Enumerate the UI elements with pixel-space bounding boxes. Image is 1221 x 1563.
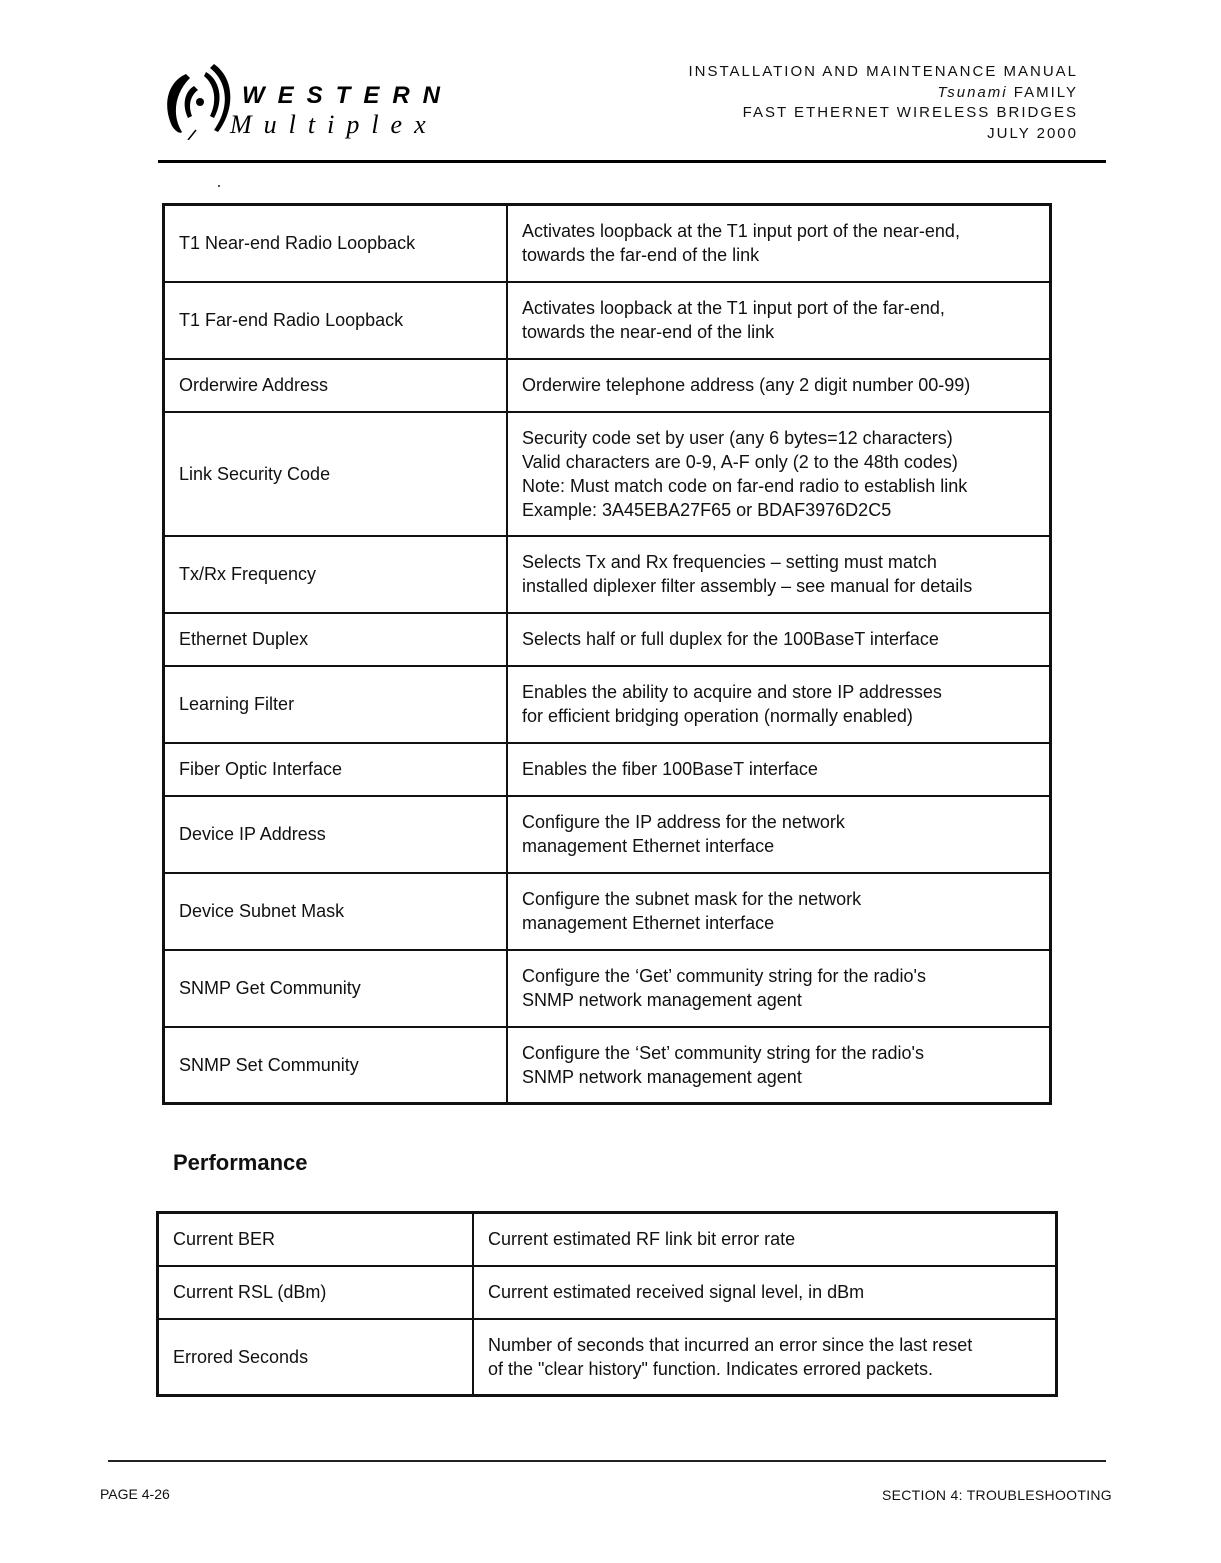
description-line: Note: Must match code on far-end radio to establish link — [522, 475, 968, 496]
description-line: Activates loopback at the T1 input port of the near-end, — [522, 221, 960, 242]
table-row — [164, 950, 1051, 1027]
description-line: for efficient bridging operation (normally enabled) — [522, 706, 913, 726]
description-line: management Ethernet interface — [522, 913, 775, 933]
performance-table-body — [158, 1213, 1057, 1396]
performance-heading: Performance — [173, 1150, 308, 1175]
parameter-cell: Current RSL (dBm) — [158, 1266, 474, 1319]
description-line: SNMP network management agent — [522, 990, 802, 1010]
description-cell — [507, 796, 1051, 873]
description-line: installed diplexer filter assembly – see manual for details — [522, 576, 973, 596]
page-number: PAGE 4-26 — [100, 1486, 170, 1502]
description-line: Example: 3A45EBA27F65 or BDAF3976D2C5 — [522, 499, 892, 520]
section-title: SECTION 4: TROUBLESHOOTING — [881, 1487, 1112, 1503]
description-cell — [507, 873, 1051, 950]
description-line: towards the far-end of the link — [522, 245, 760, 266]
parameter-cell: Errored Seconds — [158, 1319, 474, 1396]
table-row — [164, 205, 1051, 282]
description-cell — [507, 666, 1051, 743]
description-line: Selects half or full duplex for the 100BaseT interface — [522, 629, 939, 649]
description-line: Activates loopback at the T1 input port of the far-end, — [522, 298, 945, 318]
description-line: management Ethernet interface — [522, 836, 775, 856]
description-line: Enables the ability to acquire and store IP addresses — [522, 682, 942, 702]
header-date: JULY 2000 — [987, 124, 1078, 142]
header-family — [689, 83, 1079, 104]
table-row — [164, 282, 1051, 359]
table-row — [164, 666, 1051, 743]
description-line: SNMP network management agent — [522, 1066, 802, 1087]
footer-rule — [108, 1460, 1106, 1462]
description-cell — [507, 536, 1051, 613]
description-line: Configure the subnet mask for the network — [522, 889, 862, 909]
table-row — [158, 1319, 1057, 1396]
logo-word-western: WESTERN — [242, 82, 453, 109]
description-line: Orderwire telephone address (any 2 digit number 00-99) — [522, 375, 971, 395]
description-line: Current estimated RF link bit error rate — [488, 1229, 796, 1250]
description-cell — [507, 359, 1051, 412]
table-row — [164, 1027, 1051, 1104]
parameter-cell: T1 Far-end Radio Loopback — [164, 282, 508, 359]
description-line: Configure the ‘Set’ community string for the radio's — [522, 1042, 924, 1063]
description-cell — [473, 1319, 1057, 1396]
description-line: of the "clear history" function. Indicates errored packets. — [488, 1358, 933, 1379]
parameter-cell: SNMP Get Community — [164, 950, 508, 1027]
description-cell — [507, 743, 1051, 796]
parameter-cell: Device IP Address — [164, 796, 508, 873]
parameter-cell: Learning Filter — [164, 666, 508, 743]
header-family-name: Tsunami — [937, 83, 1008, 101]
description-line: Current estimated received signal level, in dBm — [488, 1282, 865, 1302]
description-line: Security code set by user (any 6 bytes=12 characters) — [522, 427, 953, 448]
description-cell — [507, 205, 1051, 282]
parameter-cell: Ethernet Duplex — [164, 613, 508, 666]
description-cell — [473, 1213, 1057, 1266]
header-product: FAST ETHERNET WIRELESS BRIDGES — [742, 104, 1078, 121]
description-line: Configure the IP address for the network — [522, 812, 845, 832]
parameter-cell: Link Security Code — [164, 412, 508, 536]
parameter-cell: Tx/Rx Frequency — [164, 536, 508, 613]
document-header — [689, 62, 1079, 144]
parameter-cell: Orderwire Address — [164, 359, 508, 412]
logo-signal-icon — [158, 60, 238, 140]
parameter-cell: Fiber Optic Interface — [164, 743, 508, 796]
description-cell — [473, 1266, 1057, 1319]
table-row — [158, 1213, 1057, 1266]
parameter-cell: Device Subnet Mask — [164, 873, 508, 950]
description-line: Number of seconds that incurred an error since the last reset — [488, 1334, 973, 1355]
table-row — [164, 796, 1051, 873]
description-cell — [507, 412, 1051, 536]
table-row — [164, 743, 1051, 796]
table-row — [164, 873, 1051, 950]
header-family-suffix: FAMILY — [1007, 83, 1078, 101]
description-line: Selects Tx and Rx frequencies – setting must match — [522, 552, 937, 572]
table-row — [164, 359, 1051, 412]
configuration-table-body — [164, 205, 1051, 1104]
stray-dot — [218, 185, 220, 187]
description-cell — [507, 613, 1051, 666]
table-row — [164, 613, 1051, 666]
logo-word-multiplex: Multiplex — [230, 110, 438, 139]
description-cell — [507, 1027, 1051, 1104]
description-line: Enables the fiber 100BaseT interface — [522, 759, 818, 779]
header-manual-title: INSTALLATION AND MAINTENANCE MANUAL — [688, 63, 1078, 80]
western-multiplex-logo — [158, 60, 458, 145]
table-row — [158, 1266, 1057, 1319]
parameter-cell: Current BER — [158, 1213, 474, 1266]
performance-table — [156, 1211, 1058, 1397]
configuration-table — [162, 203, 1052, 1105]
description-line: towards the near-end of the link — [522, 322, 775, 342]
parameter-cell: T1 Near-end Radio Loopback — [164, 205, 508, 282]
table-row — [164, 536, 1051, 613]
table-row — [164, 412, 1051, 536]
parameter-cell: SNMP Set Community — [164, 1027, 508, 1104]
description-cell — [507, 950, 1051, 1027]
header-rule — [158, 160, 1106, 163]
description-line: Configure the ‘Get’ community string for the radio's — [522, 966, 926, 986]
description-line: Valid characters are 0-9, A-F only (2 to the 48th codes) — [522, 451, 958, 472]
description-cell — [507, 282, 1051, 359]
